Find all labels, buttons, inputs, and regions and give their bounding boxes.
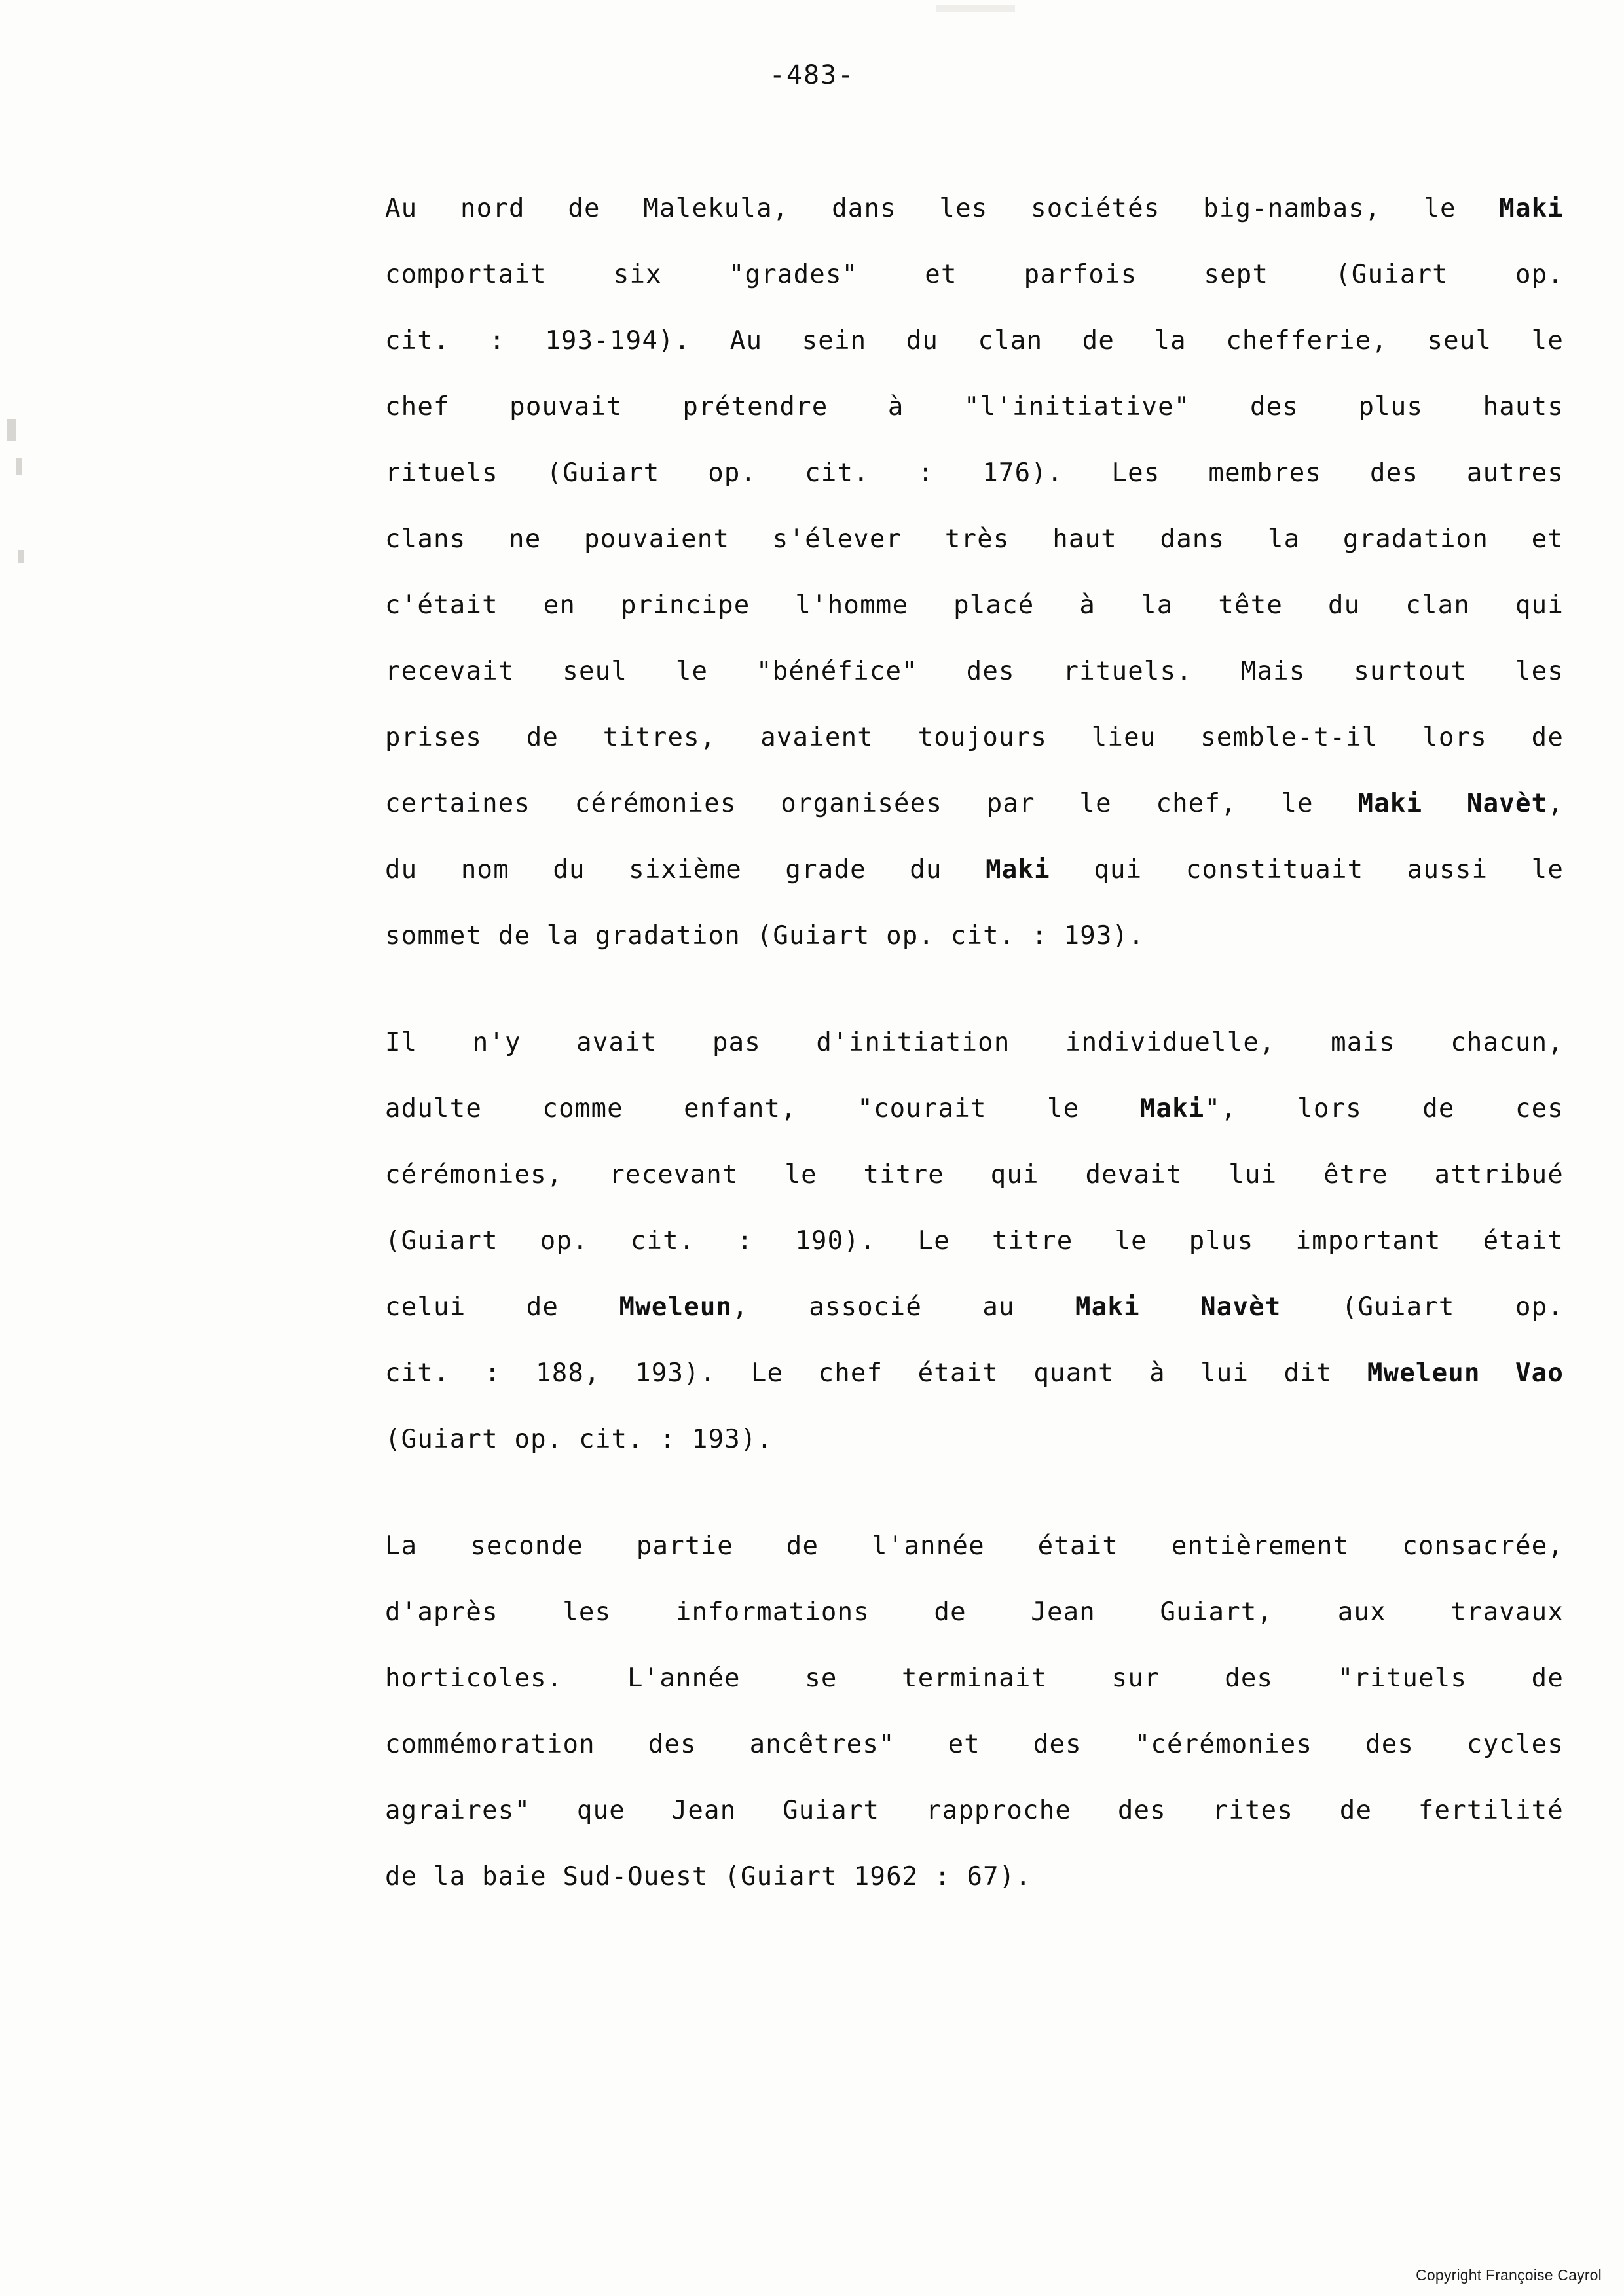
text-line: cit. : 193-194). Au sein du clan de la chefferie, seul le <box>385 326 1564 355</box>
scan-artifact-top <box>936 5 1015 12</box>
text-line: du nom du sixième grade du Maki qui constituait aussi le <box>385 855 1564 884</box>
text-line: agraires" que Jean Guiart rapproche des rites de fertilité <box>385 1796 1564 1825</box>
page-number: -483- <box>769 60 855 90</box>
text-line: Au nord de Malekula, dans les sociétés big-nambas, le Maki <box>385 194 1564 223</box>
text-line: horticoles. L'année se terminait sur des "rituels de <box>385 1664 1564 1693</box>
paragraph-2 <box>385 1010 1564 1472</box>
text-line: certaines cérémonies organisées par le chef, le Maki Navèt, <box>385 789 1564 818</box>
text-line: clans ne pouvaient s'élever très haut dans la gradation et <box>385 524 1564 554</box>
text-line: celui de Mweleun, associé au Maki Navèt (Guiart op. <box>385 1292 1564 1322</box>
scan-artifact-edge <box>7 419 16 441</box>
scan-artifact-edge <box>16 458 22 475</box>
text-line: (Guiart op. cit. : 193). <box>385 1425 773 1454</box>
paragraph-3 <box>385 1513 1564 1910</box>
text-line: Il n'y avait pas d'initiation individuelle, mais chacun, <box>385 1028 1564 1057</box>
text-line: chef pouvait prétendre à "l'initiative" des plus hauts <box>385 392 1564 422</box>
text-line: cit. : 188, 193). Le chef était quant à lui dit Mweleun Vao <box>385 1358 1564 1388</box>
paragraph-1 <box>385 175 1564 969</box>
text-line: adulte comme enfant, "courait le Maki", lors de ces <box>385 1094 1564 1123</box>
text-line: La seconde partie de l'année était entièrement consacrée, <box>385 1531 1564 1561</box>
text-line: (Guiart op. cit. : 190). Le titre le plus important était <box>385 1226 1564 1256</box>
text-line: comportait six "grades" et parfois sept (Guiart op. <box>385 260 1564 289</box>
text-line: recevait seul le "bénéfice" des rituels. Mais surtout les <box>385 657 1564 686</box>
text-line: prises de titres, avaient toujours lieu semble-t-il lors de <box>385 723 1564 752</box>
text-line: cérémonies, recevant le titre qui devait lui être attribué <box>385 1160 1564 1190</box>
text-line: d'après les informations de Jean Guiart, aux travaux <box>385 1597 1564 1627</box>
text-line: rituels (Guiart op. cit. : 176). Les membres des autres <box>385 458 1564 488</box>
copyright-notice: Copyright Françoise Cayrol <box>1416 2267 1602 2284</box>
scan-artifact-edge <box>18 550 24 563</box>
text-line: c'était en principe l'homme placé à la tête du clan qui <box>385 591 1564 620</box>
text-line: de la baie Sud-Ouest (Guiart 1962 : 67). <box>385 1862 1032 1891</box>
page-body <box>385 175 1564 1910</box>
text-line: sommet de la gradation (Guiart op. cit. : 193). <box>385 921 1145 951</box>
text-line: commémoration des ancêtres" et des "cérémonies des cycles <box>385 1730 1564 1759</box>
